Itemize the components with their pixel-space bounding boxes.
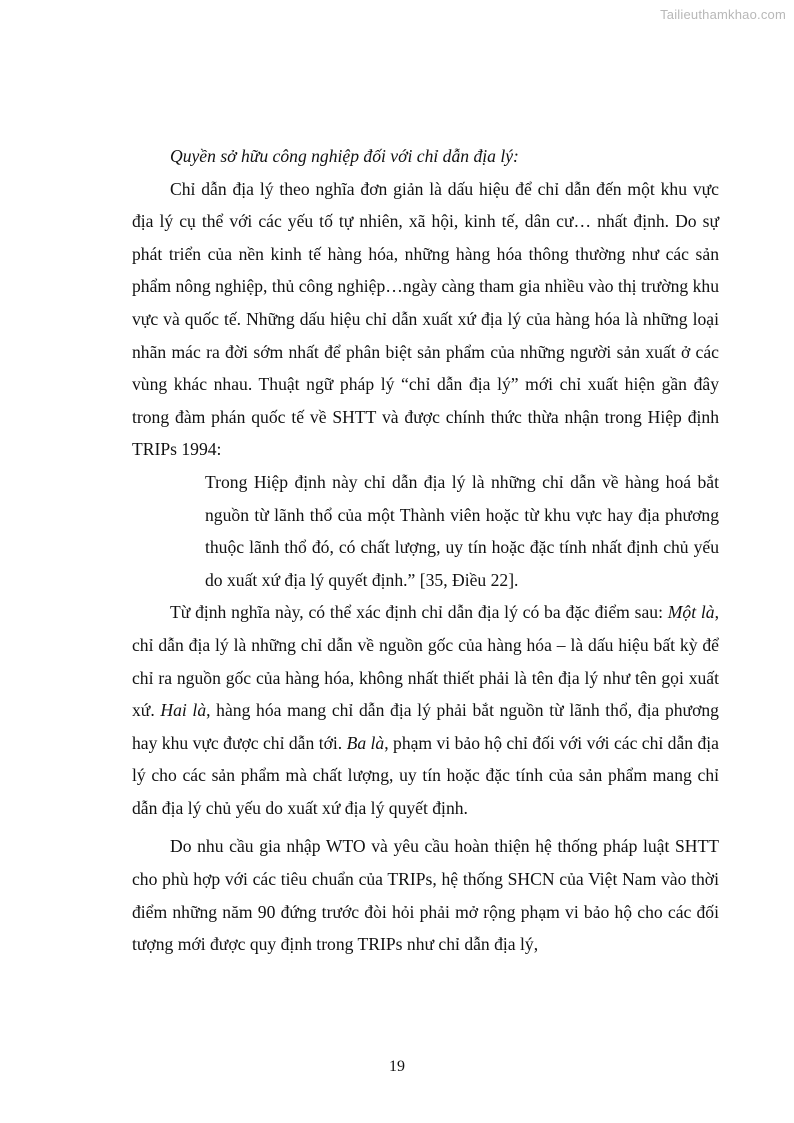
- point-two-label: Hai là: [160, 700, 207, 721]
- paragraph-wto: Do nhu cầu gia nhập WTO và yêu cầu hoàn thiện hệ thống pháp luật SHTT cho phù hợp với các tiêu chuẩn của TRIPs, hệ thống SHCN của Việt Nam vào thời điểm những năm 90 đứng trước đòi hỏi phải mở rộng phạm vi bảo hộ cho các đối tượng mới được quy định trong TRIPs như chỉ dẫn địa lý,: [132, 836, 719, 955]
- point-three-label: Ba là: [346, 732, 385, 753]
- point-two-text: , hàng hóa mang chỉ dẫn địa lý phải bắt nguồn từ lãnh thổ, địa phương hay khu vực được chỉ dẫn tới.: [132, 700, 719, 753]
- page-number: 19: [389, 1058, 405, 1075]
- point-one-label: Một là: [667, 602, 715, 623]
- watermark: Tailieuthamkhao.com: [660, 7, 786, 22]
- paragraph-characteristics: [132, 596, 719, 824]
- point-one-text: , chỉ dẫn địa lý là những chỉ dẫn về nguồn gốc của hàng hóa – là dấu hiệu bất kỳ để chỉ ra nguồn gốc của hàng hóa, không nhất thiết phải là tên địa lý như tên gọi xuất xứ.: [132, 602, 719, 721]
- point-three-text: , phạm vi bảo hộ chỉ đối với với các chỉ dẫn địa lý cho các sản phẩm mà chất lượng, uy tín hoặc đặc tính của sản phẩm mang chỉ dẫn địa lý chủ yếu do xuất xứ địa lý quyết định.: [132, 732, 719, 818]
- document-body: [132, 140, 719, 961]
- block-quote: Trong Hiệp định này chỉ dẫn địa lý là những chỉ dẫn về hàng hoá bắt nguồn từ lãnh thổ của một Thành viên hoặc từ khu vực hay địa phương thuộc lãnh thổ đó, có chất lượng, uy tín hoặc đặc tính nhất định chủ yếu do xuất xứ địa lý quyết định.” [35, Điều 22].: [205, 471, 719, 590]
- characteristics-intro: Từ định nghĩa này, có thể xác định chỉ dẫn địa lý có ba đặc điểm sau:: [170, 602, 668, 623]
- paragraph-definition: Chỉ dẫn địa lý theo nghĩa đơn giản là dấu hiệu để chỉ dẫn đến một khu vực địa lý cụ thể với các yếu tố tự nhiên, xã hội, kinh tế, dân cư… nhất định. Do sự phát triển của nền kinh tế hàng hóa, những hàng hóa thông thường như các sản phẩm nông nghiệp, thủ công nghiệp…ngày càng tham gia nhiều vào thị trường khu vực và quốc tế. Những dấu hiệu chỉ dẫn xuất xứ địa lý của hàng hóa là những loại nhãn mác ra đời sớm nhất để phân biệt sản phẩm của những người sản xuất ở các vùng khác nhau. Thuật ngữ pháp lý “chỉ dẫn địa lý” mới chỉ xuất hiện gần đây trong đàm phán quốc tế về SHTT và được chính thức thừa nhận trong Hiệp định TRIPs 1994:: [132, 178, 719, 460]
- section-heading: Quyền sở hữu công nghiệp đối với chỉ dẫn địa lý:: [170, 146, 519, 166]
